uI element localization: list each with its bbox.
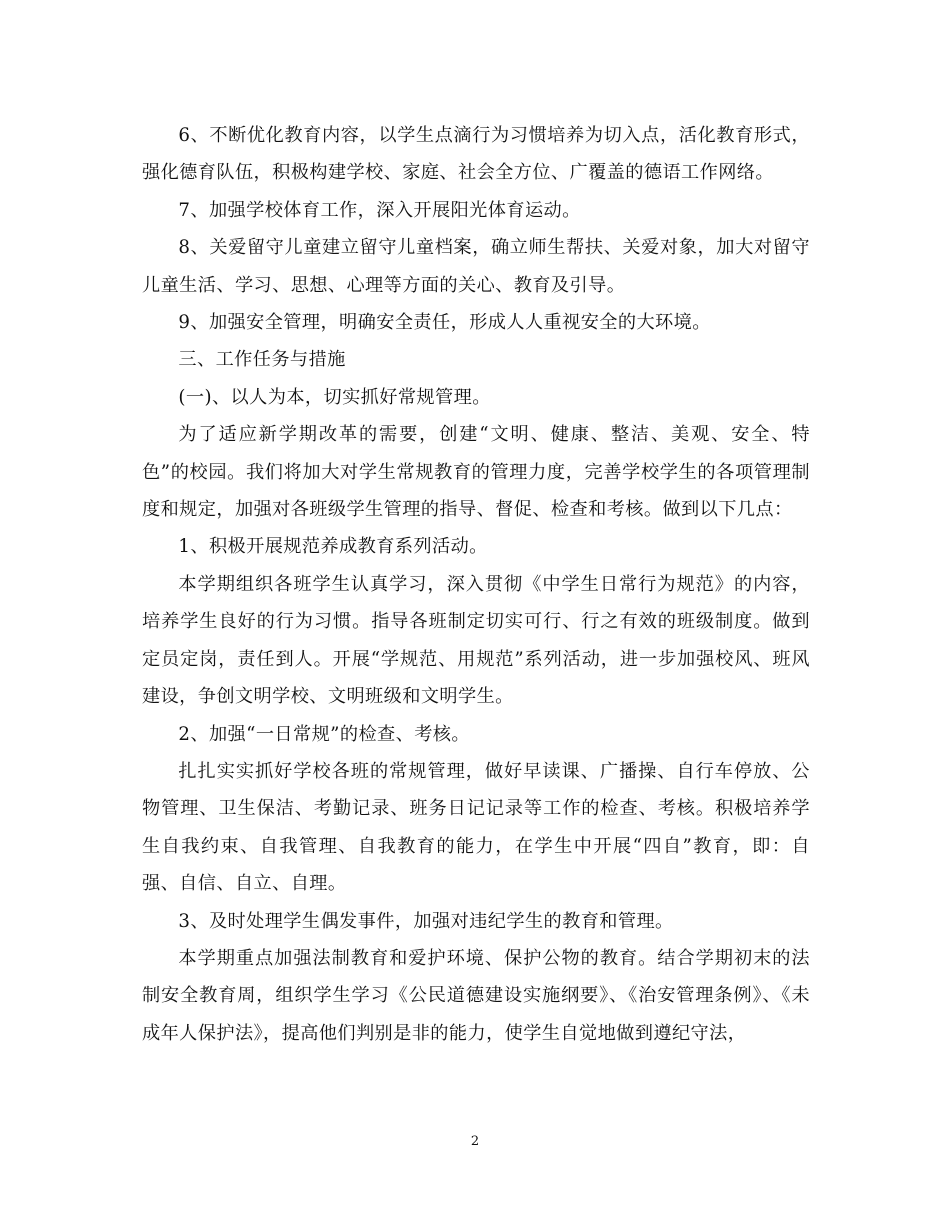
page-number: 2	[470, 1134, 480, 1149]
measure-body-1: 本学期组织各班学生认真学习，深入贯彻《中学生日常行为规范》的内容，培养学生良好的行为习惯。指导各班制定切实可行、行之有效的班级制度。做到定员定岗，责任到人。开展“学规范、用规范”系列活动，进一步加强校风、班风建设，争创文明学校、文明班级和文明学生。	[142, 573, 810, 708]
measure-body-3: 本学期重点加强法制教育和爱护环境、保护公物的教育。结合学期初末的法制安全教育周，组织学生学习《公民道德建设实施纲要》、《治安管理条例》、《未成年人保护法》，提高他们判别是非的能力，使学生自觉地做到遵纪守法，	[142, 947, 810, 1044]
paragraph-item-8: 8、关爱留守儿童建立留守儿童档案，确立师生帮扶、关爱对象，加大对留守儿童生活、学习、思想、心理等方面的关心、教育及引导。	[142, 237, 810, 296]
section-heading: 三、工作任务与措施	[178, 349, 346, 371]
measure-body-2: 扎扎实实抓好学校各班的常规管理，做好早读课、广播操、自行车停放、公物管理、卫生保洁、考勤记录、班务日记记录等工作的检查、考核。积极培养学生自我约束、自我管理、自我教育的能力，在学生中开展“四自”教育，即：自强、自信、自立、自理。	[142, 760, 810, 895]
subsection-heading: (一)、以人为本，切实抓好常规管理。	[178, 386, 491, 408]
intro-paragraph: 为了适应新学期改革的需要，创建“文明、健康、整洁、美观、安全、特色”的校园。我们将加大对学生常规教育的管理力度，完善学校学生的各项管理制度和规定，加强对各班级学生管理的指导、督促、检查和考核。做到以下几点：	[142, 424, 810, 521]
paragraph-item-7: 7、加强学校体育工作，深入开展阳光体育运动。	[178, 199, 581, 221]
measure-heading-2: 2、加强“一日常规”的检查、考核。	[178, 723, 470, 745]
body-text	[142, 117, 810, 1052]
measure-heading-1: 1、积极开展规范养成教育系列活动。	[178, 536, 488, 558]
paragraph-item-9: 9、加强安全管理，明确安全责任，形成人人重视安全的大环境。	[178, 312, 711, 334]
measure-heading-3: 3、及时处理学生偶发事件，加强对违纪学生的教育和管理。	[178, 910, 674, 932]
paragraph-item-6: 6、不断优化教育内容，以学生点滴行为习惯培养为切入点，活化教育形式，强化德育队伍，积极构建学校、家庭、社会全方位、广覆盖的德语工作网络。	[142, 125, 810, 184]
